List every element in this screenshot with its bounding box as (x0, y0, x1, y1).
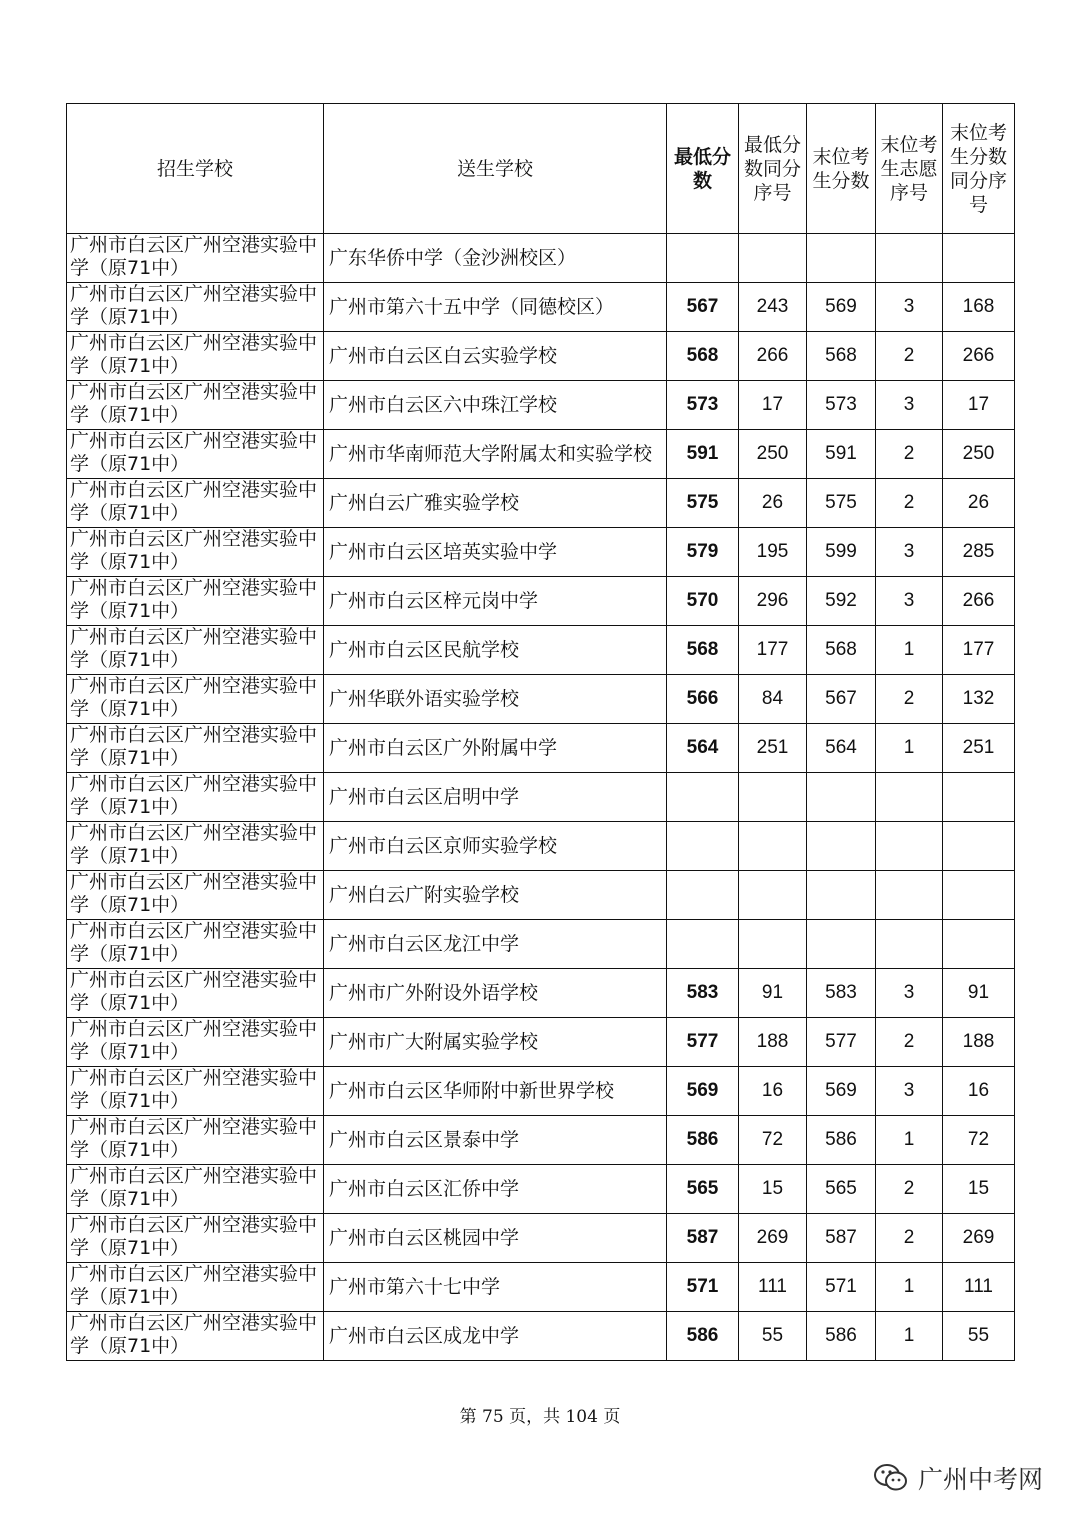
last-choice-cell: 1 (876, 724, 943, 773)
min-score-rank-cell (739, 871, 807, 920)
last-choice-cell: 3 (876, 969, 943, 1018)
wechat-icon (872, 1462, 910, 1494)
sending-school-cell: 广州华联外语实验学校 (324, 675, 667, 724)
min-score-cell: 577 (667, 1018, 739, 1067)
min-score-rank-cell: 26 (739, 479, 807, 528)
last-choice-cell (876, 234, 943, 283)
min-score-rank-cell: 15 (739, 1165, 807, 1214)
last-score-cell: 569 (807, 283, 876, 332)
last-score-cell: 571 (807, 1263, 876, 1312)
last-score-rank-cell: 26 (943, 479, 1015, 528)
last-score-cell: 564 (807, 724, 876, 773)
enrolling-school-cell: 广州市白云区广州空港实验中学（原71中） (67, 1214, 324, 1263)
min-score-rank-cell: 269 (739, 1214, 807, 1263)
enrolling-school-cell: 广州市白云区广州空港实验中学（原71中） (67, 528, 324, 577)
sending-school-cell: 广州市华南师范大学附属太和实验学校 (324, 430, 667, 479)
enrolling-school-cell: 广州市白云区广州空港实验中学（原71中） (67, 724, 324, 773)
min-score-rank-cell: 91 (739, 969, 807, 1018)
min-score-rank-cell (739, 234, 807, 283)
last-score-cell: 592 (807, 577, 876, 626)
min-score-cell (667, 920, 739, 969)
min-score-cell: 568 (667, 332, 739, 381)
last-score-rank-cell: 188 (943, 1018, 1015, 1067)
enrolling-school-cell: 广州市白云区广州空港实验中学（原71中） (67, 1067, 324, 1116)
last-score-rank-cell: 250 (943, 430, 1015, 479)
last-choice-cell: 1 (876, 1312, 943, 1361)
last-score-rank-cell: 251 (943, 724, 1015, 773)
min-score-cell: 567 (667, 283, 739, 332)
last-choice-cell: 1 (876, 1116, 943, 1165)
last-choice-cell (876, 920, 943, 969)
last-score-cell (807, 234, 876, 283)
enrolling-school-cell: 广州市白云区广州空港实验中学（原71中） (67, 283, 324, 332)
last-choice-cell: 3 (876, 528, 943, 577)
sending-school-cell: 广州市白云区成龙中学 (324, 1312, 667, 1361)
last-choice-cell: 3 (876, 381, 943, 430)
min-score-cell (667, 773, 739, 822)
last-score-rank-cell: 132 (943, 675, 1015, 724)
min-score-cell (667, 822, 739, 871)
enrolling-school-cell: 广州市白云区广州空港实验中学（原71中） (67, 871, 324, 920)
last-score-rank-cell: 111 (943, 1263, 1015, 1312)
admission-table (66, 103, 1015, 1361)
enrolling-school-cell: 广州市白云区广州空港实验中学（原71中） (67, 234, 324, 283)
last-score-cell: 565 (807, 1165, 876, 1214)
enrolling-school-cell: 广州市白云区广州空港实验中学（原71中） (67, 430, 324, 479)
last-choice-cell: 3 (876, 283, 943, 332)
min-score-rank-cell (739, 773, 807, 822)
sending-school-cell: 广州市白云区培英实验中学 (324, 528, 667, 577)
sending-school-cell: 广州市白云区京师实验学校 (324, 822, 667, 871)
min-score-rank-cell (739, 920, 807, 969)
table-row (67, 1214, 1015, 1263)
min-score-rank-cell: 17 (739, 381, 807, 430)
min-score-rank-cell: 84 (739, 675, 807, 724)
last-score-cell: 575 (807, 479, 876, 528)
last-score-rank-cell (943, 920, 1015, 969)
min-score-cell (667, 234, 739, 283)
last-score-cell: 569 (807, 1067, 876, 1116)
enrolling-school-cell: 广州市白云区广州空港实验中学（原71中） (67, 577, 324, 626)
table-row (67, 724, 1015, 773)
watermark-text: 广州中考网 (918, 1465, 1044, 1494)
min-score-rank-cell: 195 (739, 528, 807, 577)
header-sending-school: 送生学校 (324, 104, 667, 234)
last-score-cell: 567 (807, 675, 876, 724)
enrolling-school-cell: 广州市白云区广州空港实验中学（原71中） (67, 969, 324, 1018)
header-min-score-rank: 最低分数同分序号 (739, 104, 807, 234)
last-score-rank-cell (943, 773, 1015, 822)
table-row (67, 381, 1015, 430)
sending-school-cell: 广州市白云区白云实验学校 (324, 332, 667, 381)
min-score-cell: 586 (667, 1312, 739, 1361)
header-enrolling-school: 招生学校 (67, 104, 324, 234)
min-score-cell: 570 (667, 577, 739, 626)
min-score-rank-cell: 16 (739, 1067, 807, 1116)
min-score-cell: 564 (667, 724, 739, 773)
last-choice-cell: 2 (876, 430, 943, 479)
last-choice-cell: 3 (876, 1067, 943, 1116)
last-score-cell: 599 (807, 528, 876, 577)
min-score-rank-cell: 177 (739, 626, 807, 675)
min-score-rank-cell: 72 (739, 1116, 807, 1165)
sending-school-cell: 广州市白云区景泰中学 (324, 1116, 667, 1165)
table-row (67, 528, 1015, 577)
table-row (67, 1116, 1015, 1165)
enrolling-school-cell: 广州市白云区广州空港实验中学（原71中） (67, 1312, 324, 1361)
min-score-rank-cell: 55 (739, 1312, 807, 1361)
min-score-rank-cell: 250 (739, 430, 807, 479)
last-score-rank-cell: 266 (943, 577, 1015, 626)
table-row (67, 1018, 1015, 1067)
header-last-score-rank: 末位考生分数同分序号 (943, 104, 1015, 234)
sending-school-cell: 广东华侨中学（金沙洲校区） (324, 234, 667, 283)
min-score-cell: 587 (667, 1214, 739, 1263)
last-score-rank-cell: 285 (943, 528, 1015, 577)
min-score-cell: 571 (667, 1263, 739, 1312)
sending-school-cell: 广州市广大附属实验学校 (324, 1018, 667, 1067)
last-choice-cell: 2 (876, 1165, 943, 1214)
table-row (67, 479, 1015, 528)
last-score-cell (807, 920, 876, 969)
enrolling-school-cell: 广州市白云区广州空港实验中学（原71中） (67, 773, 324, 822)
last-score-rank-cell: 266 (943, 332, 1015, 381)
last-score-cell: 587 (807, 1214, 876, 1263)
enrolling-school-cell: 广州市白云区广州空港实验中学（原71中） (67, 675, 324, 724)
last-score-cell: 591 (807, 430, 876, 479)
last-score-cell: 573 (807, 381, 876, 430)
sending-school-cell: 广州市白云区梓元岗中学 (324, 577, 667, 626)
sending-school-cell: 广州市第六十五中学（同德校区） (324, 283, 667, 332)
page-number: 第 75 页，共 104 页 (459, 1407, 621, 1427)
min-score-cell: 579 (667, 528, 739, 577)
sending-school-cell: 广州市广外附设外语学校 (324, 969, 667, 1018)
min-score-cell: 565 (667, 1165, 739, 1214)
table-row (67, 234, 1015, 283)
last-score-rank-cell: 16 (943, 1067, 1015, 1116)
sending-school-cell: 广州市白云区启明中学 (324, 773, 667, 822)
last-score-rank-cell: 15 (943, 1165, 1015, 1214)
table-row (67, 1165, 1015, 1214)
table-header-row (67, 104, 1015, 234)
enrolling-school-cell: 广州市白云区广州空港实验中学（原71中） (67, 1165, 324, 1214)
min-score-cell: 573 (667, 381, 739, 430)
last-score-cell: 586 (807, 1312, 876, 1361)
last-score-rank-cell: 55 (943, 1312, 1015, 1361)
table-row (67, 773, 1015, 822)
last-score-rank-cell (943, 822, 1015, 871)
sending-school-cell: 广州白云广附实验学校 (324, 871, 667, 920)
table-row (67, 871, 1015, 920)
last-score-rank-cell: 269 (943, 1214, 1015, 1263)
enrolling-school-cell: 广州市白云区广州空港实验中学（原71中） (67, 1018, 324, 1067)
last-score-cell: 568 (807, 332, 876, 381)
last-choice-cell: 2 (876, 675, 943, 724)
last-choice-cell: 2 (876, 479, 943, 528)
table-row (67, 920, 1015, 969)
sending-school-cell: 广州市白云区广外附属中学 (324, 724, 667, 773)
min-score-rank-cell: 266 (739, 332, 807, 381)
sending-school-cell: 广州白云广雅实验学校 (324, 479, 667, 528)
last-score-rank-cell: 91 (943, 969, 1015, 1018)
sending-school-cell: 广州市白云区桃园中学 (324, 1214, 667, 1263)
last-choice-cell: 1 (876, 1263, 943, 1312)
min-score-rank-cell: 296 (739, 577, 807, 626)
sending-school-cell: 广州市第六十七中学 (324, 1263, 667, 1312)
last-choice-cell (876, 822, 943, 871)
last-choice-cell (876, 871, 943, 920)
sending-school-cell: 广州市白云区六中珠江学校 (324, 381, 667, 430)
header-last-choice: 末位考生志愿序号 (876, 104, 943, 234)
min-score-rank-cell: 243 (739, 283, 807, 332)
last-choice-cell: 1 (876, 626, 943, 675)
table-row (67, 626, 1015, 675)
table-row (67, 1067, 1015, 1116)
min-score-cell: 591 (667, 430, 739, 479)
last-choice-cell: 2 (876, 1018, 943, 1067)
last-score-rank-cell (943, 871, 1015, 920)
min-score-cell: 586 (667, 1116, 739, 1165)
last-score-rank-cell: 168 (943, 283, 1015, 332)
last-score-cell: 586 (807, 1116, 876, 1165)
last-score-rank-cell (943, 234, 1015, 283)
table-row (67, 332, 1015, 381)
last-score-rank-cell: 72 (943, 1116, 1015, 1165)
sending-school-cell: 广州市白云区龙江中学 (324, 920, 667, 969)
sending-school-cell: 广州市白云区华师附中新世界学校 (324, 1067, 667, 1116)
last-score-cell: 568 (807, 626, 876, 675)
last-choice-cell: 3 (876, 577, 943, 626)
header-min-score: 最低分数 (667, 104, 739, 234)
last-choice-cell (876, 773, 943, 822)
enrolling-school-cell: 广州市白云区广州空港实验中学（原71中） (67, 920, 324, 969)
watermark (872, 1460, 1043, 1496)
table-row (67, 675, 1015, 724)
table-row (67, 822, 1015, 871)
sending-school-cell: 广州市白云区民航学校 (324, 626, 667, 675)
sending-school-cell: 广州市白云区汇侨中学 (324, 1165, 667, 1214)
min-score-cell (667, 871, 739, 920)
admission-table-container (66, 103, 1015, 1361)
last-score-cell (807, 822, 876, 871)
enrolling-school-cell: 广州市白云区广州空港实验中学（原71中） (67, 822, 324, 871)
table-row (67, 1312, 1015, 1361)
min-score-rank-cell (739, 822, 807, 871)
last-score-rank-cell: 177 (943, 626, 1015, 675)
table-row (67, 430, 1015, 479)
header-last-score: 末位考生分数 (807, 104, 876, 234)
min-score-cell: 569 (667, 1067, 739, 1116)
table-body (67, 234, 1015, 1361)
last-score-cell: 577 (807, 1018, 876, 1067)
last-choice-cell: 2 (876, 332, 943, 381)
enrolling-school-cell: 广州市白云区广州空港实验中学（原71中） (67, 1263, 324, 1312)
table-row (67, 283, 1015, 332)
min-score-cell: 566 (667, 675, 739, 724)
table-row (67, 577, 1015, 626)
last-choice-cell: 2 (876, 1214, 943, 1263)
enrolling-school-cell: 广州市白云区广州空港实验中学（原71中） (67, 626, 324, 675)
min-score-rank-cell: 188 (739, 1018, 807, 1067)
min-score-cell: 568 (667, 626, 739, 675)
enrolling-school-cell: 广州市白云区广州空港实验中学（原71中） (67, 381, 324, 430)
table-row (67, 1263, 1015, 1312)
last-score-cell: 583 (807, 969, 876, 1018)
min-score-rank-cell: 251 (739, 724, 807, 773)
table-row (67, 969, 1015, 1018)
enrolling-school-cell: 广州市白云区广州空港实验中学（原71中） (67, 1116, 324, 1165)
min-score-cell: 583 (667, 969, 739, 1018)
last-score-cell (807, 773, 876, 822)
min-score-cell: 575 (667, 479, 739, 528)
enrolling-school-cell: 广州市白云区广州空港实验中学（原71中） (67, 479, 324, 528)
last-score-cell (807, 871, 876, 920)
enrolling-school-cell: 广州市白云区广州空港实验中学（原71中） (67, 332, 324, 381)
last-score-rank-cell: 17 (943, 381, 1015, 430)
min-score-rank-cell: 111 (739, 1263, 807, 1312)
